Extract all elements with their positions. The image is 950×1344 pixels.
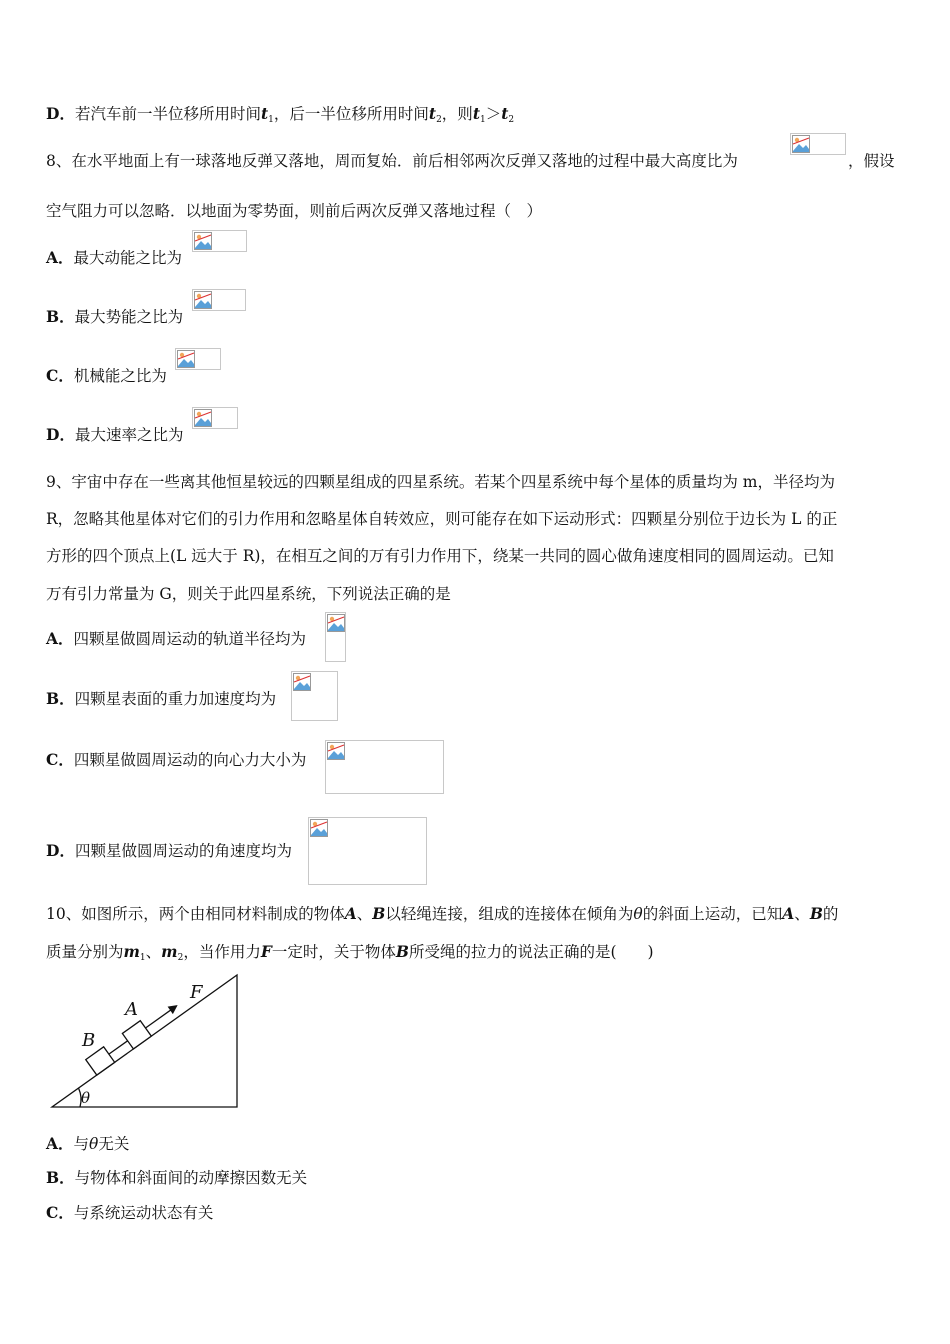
q9-option-c: [46, 748, 306, 770]
q8-option-d: [46, 423, 183, 445]
separator: 、: [794, 905, 810, 923]
q8-option-c: [46, 364, 167, 386]
var-t: t: [260, 104, 269, 123]
q10-option-a: [46, 1132, 129, 1154]
broken-image-icon: [194, 291, 212, 309]
greater-than: ＞: [485, 105, 502, 123]
broken-image-icon: [327, 742, 345, 760]
subscript: 2: [508, 115, 515, 125]
formula-image-placeholder: [308, 817, 427, 885]
var-theta: θ: [633, 905, 643, 923]
q10-text: 以轻绳连接，组成的连接体在倾角为: [385, 905, 634, 923]
formula-image-placeholder: [192, 407, 238, 429]
option-lead: D．: [46, 104, 75, 123]
block-b: [86, 1047, 115, 1075]
q10-line-1: [46, 902, 838, 924]
label-a: A: [125, 999, 138, 1020]
option-lead: A．: [46, 629, 74, 648]
q8-line-2: [46, 199, 542, 221]
subscript: 2: [436, 115, 442, 125]
broken-image-icon: [293, 673, 311, 691]
q8-line-1: [46, 149, 738, 171]
option-lead: A．: [46, 248, 74, 267]
broken-image-icon: [177, 350, 195, 368]
q9-line-3: [46, 544, 834, 566]
prev-option-d: [46, 102, 514, 125]
option-lead: B．: [46, 689, 75, 708]
option-lead: D．: [46, 425, 75, 444]
q10-text: 的: [822, 905, 839, 923]
q8-line-1-end: [848, 149, 895, 171]
option-lead: C．: [46, 750, 74, 769]
var-m: m: [123, 942, 140, 961]
formula-image-placeholder: [325, 740, 444, 794]
q8-text: ，假设: [848, 152, 895, 170]
var-b: B: [809, 904, 823, 923]
separator: 、: [356, 905, 373, 923]
formula-image-placeholder: [790, 133, 846, 155]
option-text: 最大速率之比为: [74, 426, 184, 444]
q10-text: 所受绳的拉力的说法正确的是( ): [408, 943, 654, 961]
var-a: A: [782, 904, 795, 923]
block-a: [122, 1021, 151, 1049]
option-lead: D．: [46, 841, 75, 860]
option-text: 与: [73, 1135, 90, 1153]
var-t: t: [428, 104, 437, 123]
q8-text: 空气阻力可以忽略．以地面为零势面，则前后两次反弹又落地过程（ ）: [46, 202, 543, 220]
option-text: 四颗星做圆周运动的向心力大小为: [73, 751, 307, 769]
q10-text: 10、如图所示，两个由相同材料制成的物体: [46, 905, 345, 923]
var-theta: θ: [89, 1135, 99, 1153]
q9-option-b: [46, 687, 276, 709]
q10-option-c: [46, 1201, 213, 1223]
option-text: 四颗星做圆周运动的轨道半径均为: [73, 630, 307, 648]
formula-image-placeholder: [291, 671, 338, 721]
rope: [109, 1041, 128, 1054]
force-arrowhead: [169, 1003, 179, 1013]
q9-line-2: [46, 507, 837, 529]
label-f: F: [190, 982, 203, 1003]
q10-text: ，当作用力: [183, 943, 261, 961]
var-a: A: [344, 904, 357, 923]
q9-text: 方形的四个顶点上(L 远大于 R)，在相互之间的万有引力作用下，绕某一共同的圆心做角速度相同的圆周运动。已知: [46, 547, 834, 565]
q10-text: 一定时，关于物体: [271, 943, 396, 961]
option-text: 与物体和斜面间的动摩擦因数无关: [74, 1169, 308, 1187]
formula-image-placeholder: [192, 230, 247, 252]
subscript: 2: [177, 953, 184, 963]
option-text: 四颗星表面的重力加速度均为: [74, 690, 277, 708]
broken-image-icon: [310, 819, 328, 837]
option-lead: B．: [46, 1168, 75, 1187]
option-text: 四颗星做圆周运动的角速度均为: [74, 842, 292, 860]
broken-image-icon: [194, 232, 212, 250]
q9-text: 9、宇宙中存在一些离其他恒星较远的四颗星组成的四星系统。若某个四星系统中每个星体的质量均为 m，半径均为: [46, 473, 835, 491]
broken-image-icon: [327, 614, 345, 632]
var-t: t: [501, 104, 509, 123]
q9-text: 万有引力常量为 G，则关于此四星系统，下列说法正确的是: [46, 585, 451, 603]
option-text: 与系统运动状态有关: [73, 1204, 214, 1222]
broken-image-icon: [792, 135, 810, 153]
option-text: ，后一半位移所用时间: [273, 105, 429, 123]
formula-image-placeholder: [192, 289, 246, 311]
var-b: B: [395, 942, 409, 961]
var-f: F: [260, 942, 272, 961]
var-b: B: [372, 904, 386, 923]
option-lead: B．: [46, 307, 75, 326]
option-text: 最大动能之比为: [73, 249, 183, 267]
option-lead: C．: [46, 1203, 74, 1222]
q10-option-b: [46, 1166, 307, 1188]
q9-line-1: [46, 470, 835, 492]
subscript: 1: [268, 115, 274, 125]
q9-line-4: [46, 582, 451, 604]
q9-option-a: [46, 627, 306, 649]
formula-image-placeholder: [325, 612, 346, 662]
subscript: 1: [479, 115, 486, 125]
subscript: 1: [139, 953, 146, 963]
option-text: 无关: [98, 1135, 130, 1153]
q8-option-a: [46, 246, 182, 268]
q10-line-2: [46, 940, 654, 963]
option-text: 最大势能之比为: [74, 308, 184, 326]
q10-text: 质量分别为: [46, 943, 124, 961]
option-text: 若汽车前一半位移所用时间: [74, 105, 261, 123]
option-lead: A．: [46, 1134, 74, 1153]
formula-image-placeholder: [175, 348, 221, 370]
var-t: t: [472, 104, 480, 123]
broken-image-icon: [194, 409, 212, 427]
option-text: ，则: [441, 105, 473, 123]
var-m: m: [161, 942, 178, 961]
q8-text: 8、在水平地面上有一球落地反弹又落地，周而复始．前后相邻两次反弹又落地的过程中最大高度比为: [46, 152, 738, 170]
q9-option-d: [46, 839, 292, 861]
label-theta: θ: [81, 1089, 91, 1107]
option-lead: C．: [46, 366, 74, 385]
incline-figure: [40, 970, 250, 1115]
separator: 、: [145, 943, 162, 961]
option-text: 机械能之比为: [73, 367, 167, 385]
q10-text: 的斜面上运动，已知: [642, 905, 783, 923]
q8-option-b: [46, 305, 183, 327]
q9-text: R，忽略其他星体对它们的引力作用和忽略星体自转效应，则可能存在如下运动形式：四颗星分别位于边长为 L 的正: [46, 510, 838, 528]
label-b: B: [82, 1030, 96, 1051]
